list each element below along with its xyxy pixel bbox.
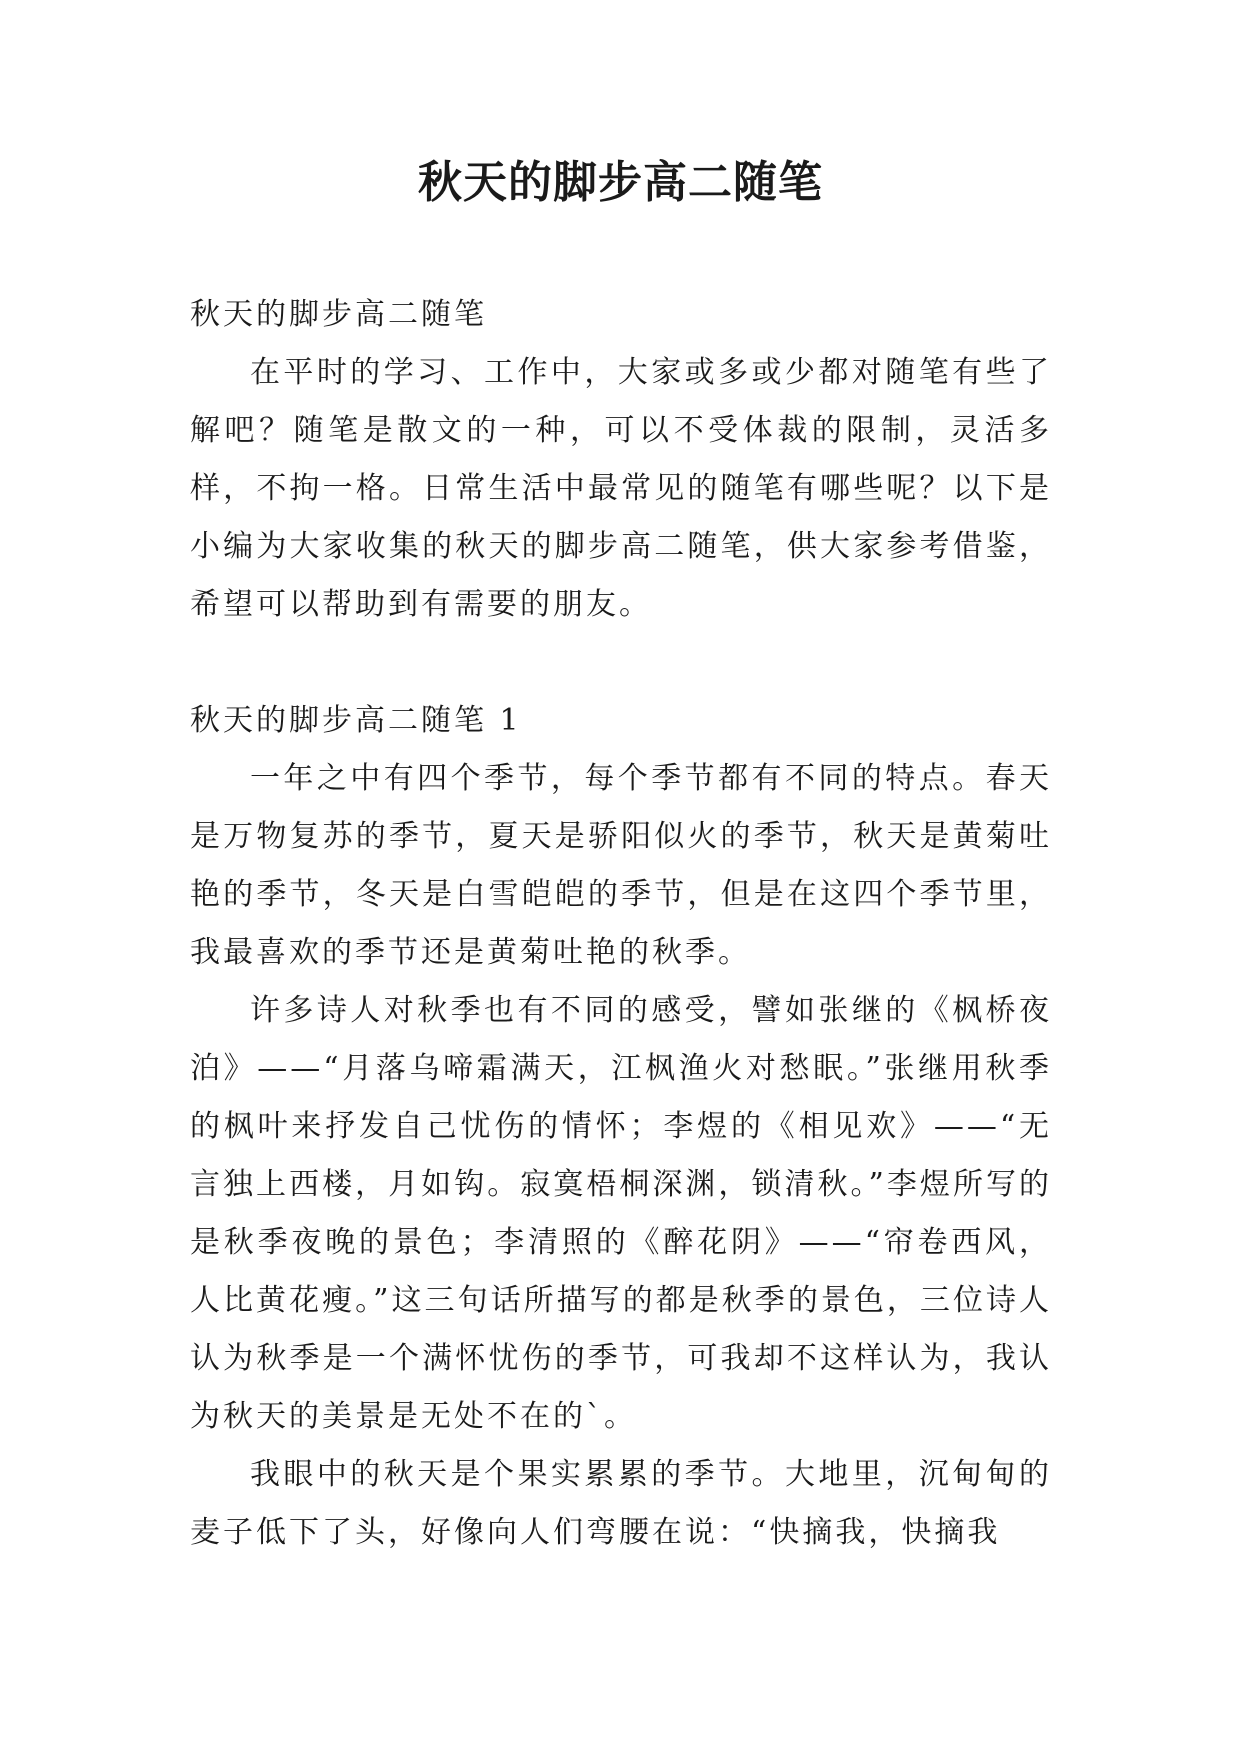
section-heading: 秋天的脚步高二随笔 1	[190, 703, 522, 738]
document-body	[190, 286, 1052, 1562]
document-title: 秋天的脚步高二随笔	[418, 157, 823, 208]
body-paragraph: 许多诗人对秋季也有不同的感受，譬如张继的《枫桥夜泊》——“月落乌啼霜满天，江枫渔火对愁眠。”张继用秋季的枫叶来抒发自己忧伤的情怀；李煜的《相见欢》——“无言独上西楼，月如钩。寂寞梧桐深渊，锁清秋。”李煜所写的是秋季夜晚的景色；李清照的《醉花阴》——“帘卷西风，人比黄花瘦。”这三句话所描写的都是秋季的景色，三位诗人认为秋季是一个满怀忧伤的季节，可我却不这样认为，我认为秋天的美景是无处不在的`。	[190, 993, 1052, 1434]
body-paragraph: 我眼中的秋天是个果实累累的季节。大地里，沉甸甸的麦子低下了头，好像向人们弯腰在说：“快摘我，快摘我	[190, 1457, 1052, 1550]
document-subtitle: 秋天的脚步高二随笔	[190, 297, 487, 332]
paragraph-spacer	[190, 634, 1052, 692]
intro-paragraph: 在平时的学习、工作中，大家或多或少都对随笔有些了解吧？随笔是散文的一种，可以不受体裁的限制，灵活多样，不拘一格。日常生活中最常见的随笔有哪些呢？以下是小编为大家收集的秋天的脚步高二随笔，供大家参考借鉴，希望可以帮助到有需要的朋友。	[190, 355, 1052, 622]
body-paragraph: 一年之中有四个季节，每个季节都有不同的特点。春天是万物复苏的季节，夏天是骄阳似火的季节，秋天是黄菊吐艳的季节，冬天是白雪皑皑的季节，但是在这四个季节里，我最喜欢的季节还是黄菊吐艳的秋季。	[190, 761, 1052, 970]
